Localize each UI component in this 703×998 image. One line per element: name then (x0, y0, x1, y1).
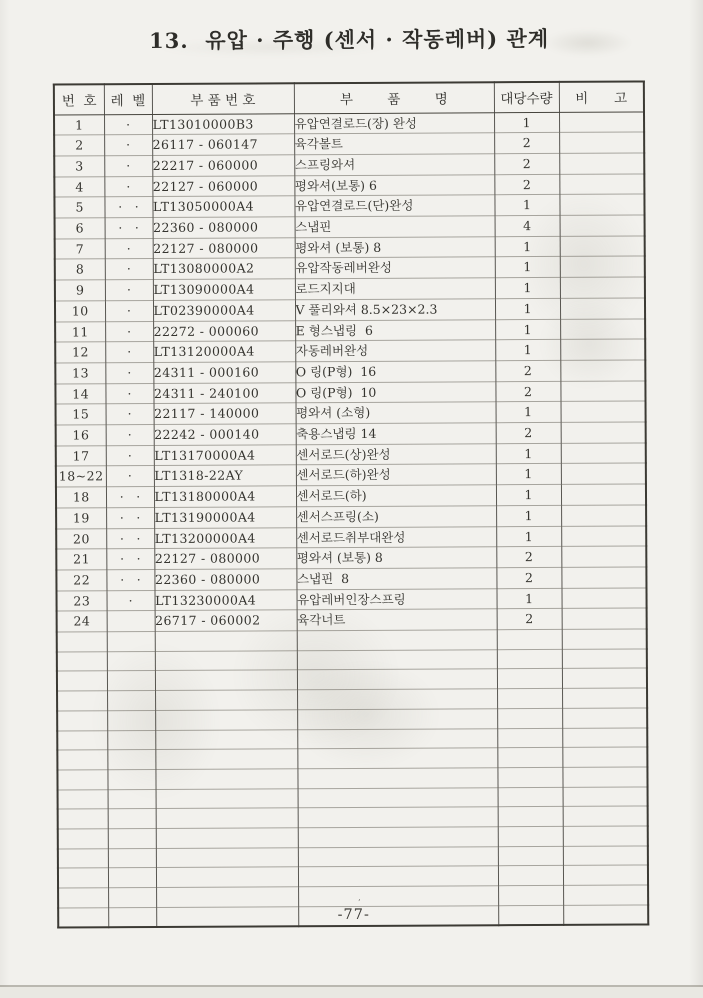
cell-col-no: 3 (54, 156, 104, 177)
cell-col-note (562, 688, 647, 708)
cell-col-part-number (155, 670, 297, 690)
cell-col-part-name (297, 709, 497, 730)
cell-col-part-name: O 링(P형) 16 (295, 361, 495, 383)
cell-col-part-number: 24311 - 000160 (153, 362, 295, 383)
cell-col-part-number: 26117 - 060147 (152, 134, 294, 155)
cell-col-part-name (297, 689, 497, 710)
column-header-col-part-number: 부 품 번 호 (152, 83, 294, 114)
cell-col-level: · (106, 445, 154, 466)
cell-col-note (563, 806, 648, 826)
cell-col-no: 9 (55, 280, 105, 301)
cell-col-no (58, 888, 108, 908)
cell-col-note (562, 608, 647, 629)
cell-col-note (562, 668, 647, 688)
cell-col-no (57, 652, 107, 672)
cell-col-part-name (297, 669, 497, 690)
cell-col-part-name: 스냅핀 8 (296, 568, 496, 590)
cell-col-note (561, 443, 646, 464)
cell-col-part-number (156, 847, 298, 867)
cell-col-part-name: O 링(P형) 10 (295, 381, 495, 403)
cell-col-qty (498, 787, 563, 807)
cell-col-qty: 2 (494, 133, 559, 154)
cell-col-level: · · (104, 197, 152, 218)
cell-col-note (562, 727, 647, 747)
cell-col-note (560, 215, 645, 236)
cell-col-level: · · (105, 218, 153, 239)
cell-col-level (107, 710, 155, 730)
cell-col-level: · (104, 135, 152, 156)
cell-col-note (560, 318, 645, 339)
cell-col-qty: 2 (494, 153, 559, 174)
cell-col-no: 17 (56, 446, 106, 467)
cell-col-part-name (298, 886, 498, 907)
cell-col-qty: 1 (496, 526, 561, 547)
cell-col-qty (497, 708, 562, 728)
cell-col-note (561, 505, 646, 526)
cell-col-level: · · (106, 487, 154, 508)
cell-col-part-number: LT02390000A4 (153, 300, 295, 321)
cell-col-qty: 2 (496, 567, 561, 588)
cell-col-qty: 1 (494, 112, 559, 133)
cell-col-qty: 2 (496, 422, 561, 443)
cell-col-no: 1 (54, 114, 104, 135)
cell-col-qty (498, 826, 563, 846)
cell-col-qty: 1 (494, 195, 559, 216)
cell-col-note (561, 588, 646, 609)
cell-col-note (561, 546, 646, 567)
cell-col-part-name (298, 846, 498, 867)
cell-col-part-number (155, 651, 297, 671)
cell-col-note (563, 885, 648, 905)
cell-col-no: 11 (55, 321, 105, 342)
cell-col-no (57, 632, 107, 652)
cell-col-part-name (297, 748, 497, 769)
cell-col-note (563, 787, 648, 807)
cell-col-level: · (104, 176, 152, 197)
cell-col-level: · · (106, 549, 154, 570)
cell-col-level: · (105, 383, 153, 404)
cell-col-part-number: LT13190000A4 (154, 507, 296, 528)
cell-col-part-number: 22360 - 080000 (153, 217, 295, 238)
cell-col-no (58, 829, 108, 849)
cell-col-note (560, 298, 645, 319)
cell-col-level (107, 769, 155, 789)
cell-col-qty: 1 (496, 485, 561, 506)
cell-col-part-name: 센서로드취부대완성 (296, 526, 496, 548)
cell-col-no (58, 848, 108, 868)
cell-col-no (57, 671, 107, 691)
cell-col-no: 10 (55, 301, 105, 322)
cell-col-part-number: 22217 - 060000 (152, 155, 294, 176)
cell-col-part-name: 유압작동레버완성 (295, 257, 495, 279)
cell-col-level (107, 651, 155, 671)
cell-col-part-name: 평와셔 (소형) (296, 402, 496, 424)
cell-col-no (58, 868, 108, 888)
table-header-row (54, 81, 644, 114)
cell-col-no: 15 (56, 404, 106, 425)
cell-col-note (559, 194, 644, 215)
cell-col-part-number: LT1318-22AY (154, 465, 296, 486)
cell-col-level (108, 888, 156, 908)
cell-col-note (560, 360, 645, 381)
cell-col-level: · (105, 321, 153, 342)
cell-col-level: · (104, 114, 152, 135)
cell-col-part-number: 22272 - 000060 (153, 320, 295, 341)
cell-col-no (57, 730, 107, 750)
cell-col-part-name: 육각볼트 (294, 133, 494, 155)
cell-col-part-number (155, 749, 297, 769)
cell-col-no (58, 809, 108, 829)
cell-col-part-number: LT13010000B3 (152, 113, 294, 134)
column-header-col-no: 번 호 (54, 84, 104, 114)
cell-col-no: 7 (55, 239, 105, 260)
cell-col-level (108, 789, 156, 809)
cell-col-level: · · (106, 507, 154, 528)
cell-col-part-name (297, 650, 497, 671)
cell-col-qty: 1 (495, 319, 560, 340)
cell-col-part-name: 평와셔 (보통) 8 (295, 236, 495, 258)
cell-col-part-number: LT13120000A4 (153, 341, 295, 362)
cell-col-note (559, 153, 644, 174)
cell-col-qty: 1 (496, 464, 561, 485)
cell-col-level: · (105, 280, 153, 301)
cell-col-qty (497, 748, 562, 768)
cell-col-note (561, 567, 646, 588)
cell-col-part-number: 22360 - 080000 (154, 569, 296, 590)
parts-table (53, 80, 649, 928)
cell-col-qty (498, 885, 563, 905)
cell-col-part-name (298, 827, 498, 848)
cell-col-note (560, 277, 645, 298)
cell-col-note (562, 649, 647, 669)
cell-col-qty: 1 (495, 340, 560, 361)
cell-col-qty: 2 (494, 174, 559, 195)
cell-col-level (107, 611, 155, 632)
cell-col-level: · (105, 342, 153, 363)
cell-col-part-name: 스냅핀 (295, 216, 495, 238)
column-header-col-qty: 대당수량 (494, 82, 559, 112)
cell-col-level: · (104, 155, 152, 176)
cell-col-no (57, 691, 107, 711)
cell-col-part-name: 로드지지대 (295, 278, 495, 300)
cell-col-qty: 1 (496, 402, 561, 423)
cell-col-note (561, 484, 646, 505)
column-header-col-level: 레 벨 (104, 84, 152, 114)
cell-col-part-name: 축용스냅링 14 (296, 423, 496, 445)
cell-col-part-name: 평와셔 (보통) 8 (296, 547, 496, 569)
cell-col-note (559, 174, 644, 195)
cell-col-note (562, 767, 647, 787)
cell-col-no: 18~22 (56, 466, 106, 487)
cell-col-qty (497, 649, 562, 669)
cell-col-note (561, 401, 646, 422)
cell-col-part-name: V 풀리와셔 8.5×23×2.3 (295, 299, 495, 321)
cell-col-level: · (105, 300, 153, 321)
cell-col-no: 19 (56, 508, 106, 529)
cell-col-level: · (106, 425, 154, 446)
cell-col-no: 20 (56, 528, 106, 549)
cell-col-level (108, 809, 156, 829)
cell-col-note (563, 846, 648, 866)
cell-col-qty (497, 767, 562, 787)
cell-col-no: 22 (56, 570, 106, 591)
cell-col-no: 4 (54, 176, 104, 197)
cell-col-no: 23 (56, 590, 106, 611)
cell-col-qty (497, 669, 562, 689)
cell-col-qty: 1 (495, 298, 560, 319)
cell-col-part-number: 24311 - 240100 (153, 382, 295, 403)
cell-col-part-number: LT13170000A4 (154, 445, 296, 466)
cell-col-level: · · (106, 570, 154, 591)
cell-col-part-number: LT13050000A4 (152, 196, 294, 217)
cell-col-no: 24 (57, 611, 107, 632)
cell-col-part-name: 유압연결로드(단)완성 (294, 195, 494, 217)
cell-col-note (561, 463, 646, 484)
cell-col-no (57, 711, 107, 731)
cell-col-level (108, 828, 156, 848)
cell-col-qty (497, 629, 562, 649)
cell-col-qty: 2 (497, 609, 562, 630)
cell-col-note (563, 826, 648, 846)
cell-col-qty: 1 (495, 257, 560, 278)
cell-col-part-number (155, 690, 297, 710)
cell-col-part-name: 센서로드(상)완성 (296, 443, 496, 465)
cell-col-qty: 4 (495, 215, 560, 236)
cell-col-level (107, 691, 155, 711)
cell-col-part-name: 유압레버인장스프링 (296, 588, 496, 610)
column-header-col-note: 비 고 (559, 81, 644, 111)
cell-col-no: 16 (56, 425, 106, 446)
cell-col-no: 12 (55, 342, 105, 363)
cell-col-part-name: 유압연결로드(장) 완성 (294, 112, 494, 134)
cell-col-level (107, 632, 155, 652)
cell-col-level: · (105, 362, 153, 383)
cell-col-part-number: LT13230000A4 (154, 589, 296, 610)
cell-col-part-name: 육각너트 (297, 609, 497, 631)
cell-col-part-number: LT13080000A2 (153, 258, 295, 279)
cell-col-qty: 2 (496, 547, 561, 568)
cell-col-note (559, 111, 644, 132)
cell-col-note (560, 381, 645, 402)
cell-col-part-number: 26717 - 060002 (155, 610, 297, 631)
cell-col-part-number: 22242 - 000140 (154, 424, 296, 445)
cell-col-part-number (156, 887, 298, 907)
cell-col-level (108, 868, 156, 888)
cell-col-level: · (105, 259, 153, 280)
cell-col-level: · (106, 590, 154, 611)
cell-col-part-name: 자동레버완성 (295, 340, 495, 362)
cell-col-no (58, 789, 108, 809)
cell-col-no: 2 (54, 135, 104, 156)
cell-col-part-name: 센서로드(하) (296, 485, 496, 507)
page-title: 13. 유압 · 주행 (센서 · 작동레버) 관계 (149, 25, 550, 54)
cell-col-part-number: LT13180000A4 (154, 486, 296, 507)
cell-col-level (107, 750, 155, 770)
cell-col-qty: 1 (495, 236, 560, 257)
cell-col-part-number: 22117 - 140000 (154, 403, 296, 424)
scan-artifact: ՚ (358, 897, 361, 907)
cell-col-qty: 1 (496, 588, 561, 609)
cell-col-part-number (156, 867, 298, 887)
cell-col-qty: 2 (495, 381, 560, 402)
cell-col-no: 6 (55, 218, 105, 239)
cell-col-part-number (156, 828, 298, 848)
cell-col-qty (498, 807, 563, 827)
cell-col-note (560, 339, 645, 360)
cell-col-qty (498, 846, 563, 866)
cell-col-qty: 2 (495, 360, 560, 381)
cell-col-level: · (106, 404, 154, 425)
cell-col-note (562, 747, 647, 767)
cell-col-level (108, 848, 156, 868)
cell-col-qty (497, 728, 562, 748)
cell-col-part-number: LT13200000A4 (154, 527, 296, 548)
cell-col-note (562, 708, 647, 728)
scan-edge-bottom-area (0, 987, 703, 998)
cell-col-qty: 1 (496, 505, 561, 526)
cell-col-level: · (105, 238, 153, 259)
cell-col-no (57, 770, 107, 790)
cell-col-no: 8 (55, 259, 105, 280)
cell-col-part-name (297, 728, 497, 749)
cell-col-part-number (155, 710, 297, 730)
cell-col-part-number (155, 729, 297, 749)
cell-col-part-number (156, 788, 298, 808)
cell-col-note (560, 256, 645, 277)
cell-col-no: 14 (55, 383, 105, 404)
column-header-col-part-name: 부 품 명 (294, 82, 494, 113)
cell-col-note (561, 526, 646, 547)
cell-col-qty: 1 (496, 443, 561, 464)
cell-col-note (561, 422, 646, 443)
cell-col-level: · (106, 466, 154, 487)
cell-col-part-name (297, 768, 497, 789)
cell-col-part-number: 22127 - 080000 (154, 548, 296, 569)
cell-col-no: 13 (55, 363, 105, 384)
cell-col-qty (497, 689, 562, 709)
cell-col-part-name: 스프링와셔 (294, 154, 494, 176)
cell-col-part-name (298, 787, 498, 808)
cell-col-part-name: E 형스냅링 6 (295, 319, 495, 341)
cell-col-part-name (297, 630, 497, 651)
cell-col-level: · · (106, 528, 154, 549)
cell-col-level (107, 671, 155, 691)
cell-col-no (57, 750, 107, 770)
cell-col-qty (498, 866, 563, 886)
cell-col-no: 21 (56, 549, 106, 570)
page-number: -77- (337, 906, 370, 924)
cell-col-part-name: 센서스프링(소) (296, 506, 496, 528)
cell-col-part-number (155, 631, 297, 651)
cell-col-note (563, 865, 648, 885)
cell-col-level (107, 730, 155, 750)
cell-col-part-number: 22127 - 080000 (153, 238, 295, 259)
cell-col-note (559, 132, 644, 153)
cell-col-part-number: LT13090000A4 (153, 279, 295, 300)
cell-col-part-name: 평와셔(보통) 6 (294, 174, 494, 196)
cell-col-qty: 1 (495, 278, 560, 299)
cell-col-note (560, 236, 645, 257)
cell-col-part-number (155, 769, 297, 789)
cell-col-note (562, 629, 647, 649)
cell-col-part-name (298, 866, 498, 887)
cell-col-part-number: 22127 - 060000 (152, 175, 294, 196)
cell-col-part-name: 센서로드(하)완성 (296, 464, 496, 486)
cell-col-part-number (156, 808, 298, 828)
cell-col-no: 18 (56, 487, 106, 508)
cell-col-no: 5 (54, 197, 104, 218)
cell-col-part-name (298, 807, 498, 828)
